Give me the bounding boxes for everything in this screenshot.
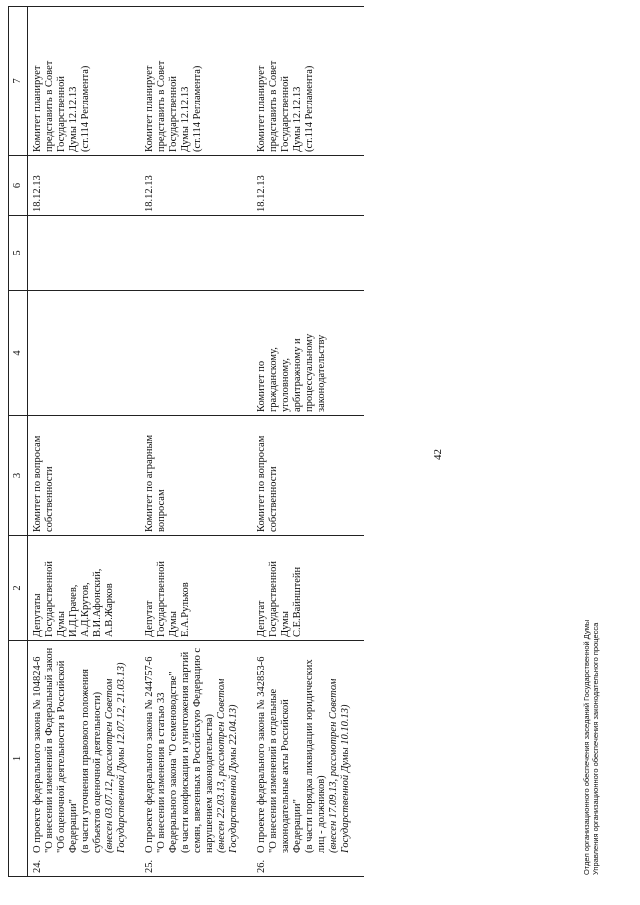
bill-note-line: (внесен 17.09.13, рассмотрен Советом [328,678,339,853]
bill-note-line: (внесен 03.07.12, рассмотрен Советом [104,678,115,853]
author-line: А.Д.Крутов, [80,582,91,637]
empty-cell [252,216,364,291]
plan-line: Государственной [168,76,179,152]
date-cell [252,156,364,216]
committee-line: Комитет по вопросам [32,435,43,532]
bill-title-line: Федерации" [292,799,303,853]
table-body [28,7,365,877]
footer-line: Управления организационного обеспечения законодательного процесса [591,622,600,875]
committee-line: Комитет по вопросам [256,435,267,532]
plan-cell [252,7,364,156]
committee-cell [28,416,141,536]
plan-line: представить в Совет [268,60,279,152]
bill-title-line: "О внесении изменений в Федеральный закон [44,647,55,853]
bill-title-line: О проекте федерального закона № 244757-6 [144,656,155,853]
author-line: И.Д.Грачев, [68,584,79,637]
plan-line: Думы 12.12.13 [68,86,79,152]
plan-line: представить в Совет [156,60,167,152]
header-cell: 1 [9,641,28,877]
co-committee-cell [28,291,141,416]
authors-cell [28,536,141,641]
date-cell [28,156,141,216]
bill-title-line: "Об оценочной деятельности в Российской [56,660,67,853]
co-committee-line: процессуальному [304,333,315,412]
header-cell: 2 [9,536,28,641]
bill-title-line: субъектов оценочной деятельности) [92,691,103,853]
author-line: Думы [56,611,67,637]
row-number: 26. [256,859,267,873]
page-number: 42 [432,449,444,460]
header-cell: 4 [9,291,28,416]
plan-cell [140,7,252,156]
bill-cell [252,641,364,877]
bill-title-line: "О внесении изменений в отдельные [268,688,279,853]
date-cell [140,156,252,216]
bill-title-line: Федерального закона "О семеноводстве" [168,671,179,853]
author-line: В.И.Афонский, [92,568,103,637]
bill-title-line: (в части порядка ликвидации юридических [304,659,315,853]
bill-note-line: (внесен 22.03.13, рассмотрен Советом [216,678,227,853]
bill-title-line: нарушением законодательства) [204,714,215,853]
bill-title-line: О проекте федерального закона № 342853-6 [256,656,267,853]
plan-line: Думы 12.12.13 [292,86,303,152]
bill-title-line: О проекте федерального закона № 104824-6 [32,656,43,853]
bill-note-line: Государственной Думы 12.07.12, 21.03.13) [116,662,127,853]
plan-cell [28,7,141,156]
author-line: Депутаты [32,593,43,637]
committee-line: вопросам [156,489,167,532]
committee-cell [252,416,364,536]
header-cell: 5 [9,216,28,291]
author-line: С.Е.Вайнштейн [292,566,303,637]
plan-line: представить в Совет [44,60,55,152]
author-line: Думы [168,611,179,637]
plan-line: Комитет планирует [32,65,43,152]
row-number: 25. [144,859,155,873]
author-line: Государственной [268,561,279,637]
author-line: Государственной [44,561,55,637]
empty-cell [28,216,141,291]
co-committee-line: Комитет по [256,360,267,412]
plan-line: Комитет планирует [256,65,267,152]
bill-title-line: семян, ввезенных в Российскую Федерацию с [192,647,203,853]
co-committee-cell [252,291,364,416]
footer [582,620,600,875]
table-row [252,7,364,877]
date-value: 18.12.13 [32,175,43,212]
header-cell: 6 [9,156,28,216]
co-committee-line: законодательству [316,334,327,412]
author-line: Думы [280,611,291,637]
table-row [28,7,141,877]
bill-note-line: Государственной Думы 22.04.13) [228,704,239,853]
header-cell: 7 [9,7,28,156]
author-line: Государственной [156,561,167,637]
row-number: 24. [32,859,43,873]
bill-title-line: Федерации" [68,799,79,853]
committee-line: Комитет по аграрным [144,434,155,532]
bill-cell [140,641,252,877]
header-row [9,7,28,877]
author-line: Депутат [256,600,267,637]
author-line: А.В.Жарков [104,583,115,637]
committee-line: собственности [268,466,279,532]
committee-cell [140,416,252,536]
committee-line: собственности [44,466,55,532]
bill-note-line: Государственной Думы 10.10.13) [340,704,351,853]
plan-line: Комитет планирует [144,65,155,152]
plan-line: (ст.114 Регламента) [192,65,203,152]
plan-line: Государственной [280,76,291,152]
co-committee-line: арбитражному и [292,338,303,412]
bill-title-line: законодательные акты Российской [280,699,291,853]
author-line: Е.А.Рульков [180,582,191,637]
authors-cell [252,536,364,641]
co-committee-line: гражданскому, [268,347,279,412]
bill-title-line: "О внесении изменения в статью 33 [156,692,167,853]
bill-title-line: лиц - должников) [316,775,327,853]
plan-line: Государственной [56,76,67,152]
plan-line: (ст.114 Регламента) [304,65,315,152]
bill-title-line: (в части конфискации и уничтожения партий [180,651,191,853]
bill-cell [28,641,141,877]
authors-cell [140,536,252,641]
author-line: Депутат [144,600,155,637]
register-table [8,6,364,877]
co-committee-line: уголовному, [280,358,291,412]
header-cell: 3 [9,416,28,536]
co-committee-cell [140,291,252,416]
footer-line: Отдел организационного обеспечения заседаний Государственной Думы [582,619,591,875]
date-value: 18.12.13 [256,175,267,212]
bill-title-line: (в части уточнения правового положения [80,669,91,853]
date-value: 18.12.13 [144,175,155,212]
empty-cell [140,216,252,291]
plan-line: Думы 12.12.13 [180,86,191,152]
table-row [140,7,252,877]
plan-line: (ст.114 Регламента) [80,65,91,152]
